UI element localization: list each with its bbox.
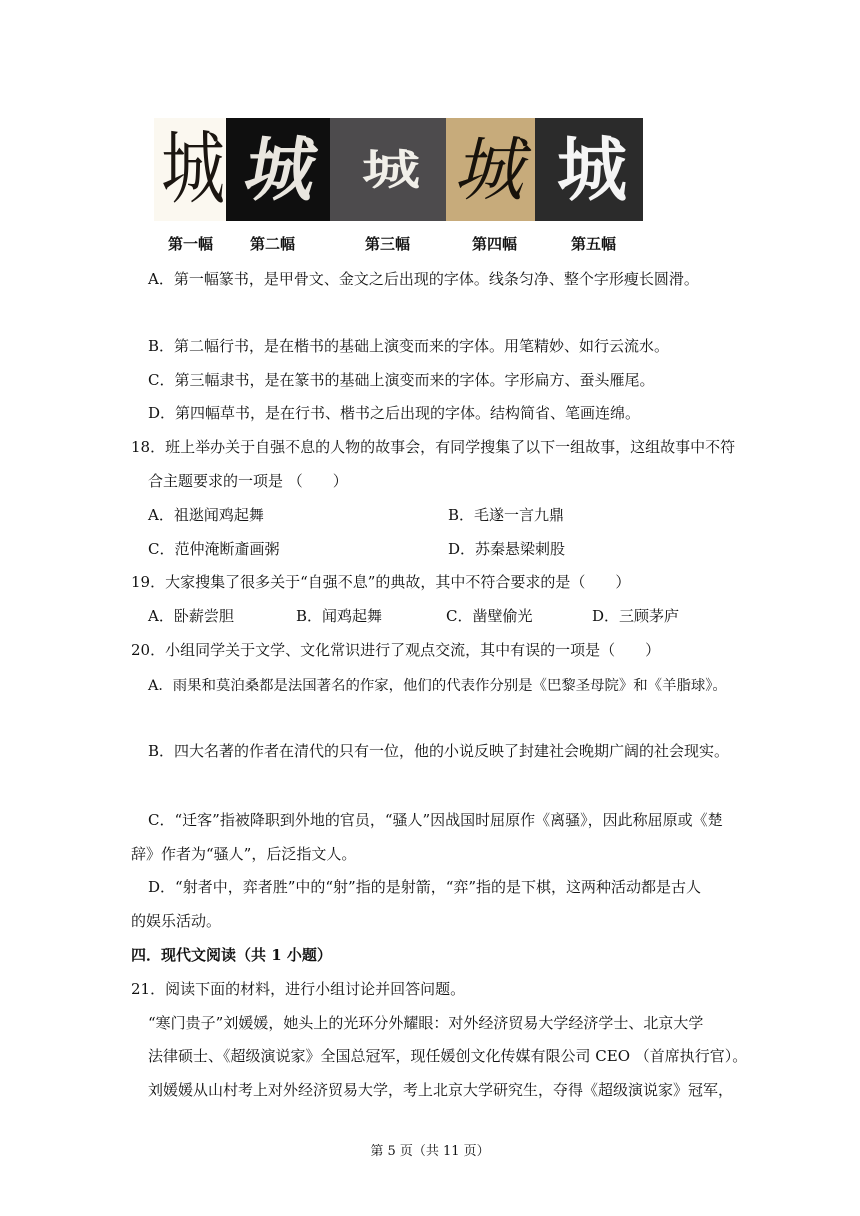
- q17-option-c: C．第三幅隶书，是在篆书的基础上演变而来的字体。字形扁方、蚕头雁尾。: [148, 371, 655, 389]
- q18-option-a: A．祖逖闻鸡起舞: [148, 506, 264, 524]
- q17-option-d: D．第四幅草书，是在行书、楷书之后出现的字体。结构简省、笔画连绵。: [148, 404, 641, 422]
- calligraphy-panel-3: [330, 118, 446, 221]
- q21-paragraph-line-2: 法律硕士、《超级演说家》全国总冠军，现任媛创文化传媒有限公司 CEO （首席执行官）。: [148, 1047, 748, 1065]
- q18-option-d: D．苏秦悬梁刺股: [448, 540, 566, 558]
- q19-option-a: A．卧薪尝胆: [148, 607, 234, 625]
- q19-option-d: D．三顾茅庐: [592, 607, 680, 625]
- q20-option-a: A．雨果和莫泊桑都是法国著名的作家，他们的代表作分别是《巴黎圣母院》和《羊脂球》。: [148, 678, 727, 694]
- q20-option-c: C．“迁客”指被降职到外地的官员，“骚人”因战国时屈原作《离骚》，因此称屈原或《楚: [148, 811, 723, 829]
- q20-option-d: D．“射者中，弈者胜”中的“射”指的是射箭，“弈”指的是下棋，这两种活动都是古人: [148, 878, 702, 896]
- calligraphy-panel-1: [154, 118, 226, 221]
- calligraphy-glyph: 城: [361, 145, 414, 194]
- q19-stem: 19．大家搜集了很多关于“自强不息”的典故，其中不符合要求的是（ ）: [131, 573, 631, 591]
- q20-option-d-cont: 的娱乐活动。: [131, 912, 222, 930]
- q21-paragraph-line-3: 刘媛媛从山村考上对外经济贸易大学，考上北京大学研究生，夺得《超级演说家》冠军，: [148, 1081, 734, 1099]
- q18-option-b: B．毛遂一言九鼎: [448, 506, 565, 524]
- q19-option-b: B．闻鸡起舞: [296, 607, 383, 625]
- figure-caption-1: 第一幅: [168, 235, 214, 253]
- calligraphy-glyph: 城: [238, 128, 318, 211]
- figure-caption-3: 第三幅: [365, 235, 411, 253]
- q17-option-a: A．第一幅篆书，是甲骨文、金文之后出现的字体。线条匀净、整个字形瘦长圆滑。: [148, 270, 699, 288]
- q21-stem: 21．阅读下面的材料，进行小组讨论并回答问题。: [131, 980, 466, 998]
- q17-option-b: B．第二幅行书，是在楷书的基础上演变而来的字体。用笔精妙、如行云流水。: [148, 337, 670, 355]
- calligraphy-figure: [154, 118, 643, 221]
- calligraphy-glyph: 城: [557, 128, 621, 211]
- section-heading: 四．现代文阅读（共 1 小题）: [131, 946, 332, 964]
- q18-stem: 18．班上举办关于自强不息的人物的故事会，有同学搜集了以下一组故事，这组故事中不符: [131, 438, 736, 456]
- figure-caption-2: 第二幅: [250, 235, 296, 253]
- calligraphy-panel-5: [535, 118, 643, 221]
- q20-option-b: B．四大名著的作者在清代的只有一位，他的小说反映了封建社会晚期广阔的社会现实。: [148, 742, 730, 760]
- q19-option-c: C．凿壁偷光: [446, 607, 533, 625]
- q21-paragraph-line-1: “寒门贵子”刘媛媛，她头上的光环分外耀眼：对外经济贸易大学经济学士、北京大学: [148, 1014, 704, 1032]
- q18-option-c: C．范仲淹断齑画粥: [148, 540, 280, 558]
- calligraphy-glyph: 城: [448, 128, 533, 211]
- page-footer: 第 5 页（共 11 页）: [370, 1144, 490, 1159]
- q20-stem: 20．小组同学关于文学、文化常识进行了观点交流，其中有误的一项是（ ）: [131, 641, 661, 659]
- calligraphy-panel-2: [226, 118, 330, 221]
- figure-caption-5: 第五幅: [571, 235, 617, 253]
- calligraphy-glyph: 城: [161, 123, 219, 216]
- figure-caption-4: 第四幅: [472, 235, 518, 253]
- q18-stem-cont: 合主题要求的一项是 （ ）: [148, 472, 348, 490]
- calligraphy-panel-4: [446, 118, 535, 221]
- q20-option-c-cont: 辞》作者为“骚人”，后泛指文人。: [131, 845, 357, 863]
